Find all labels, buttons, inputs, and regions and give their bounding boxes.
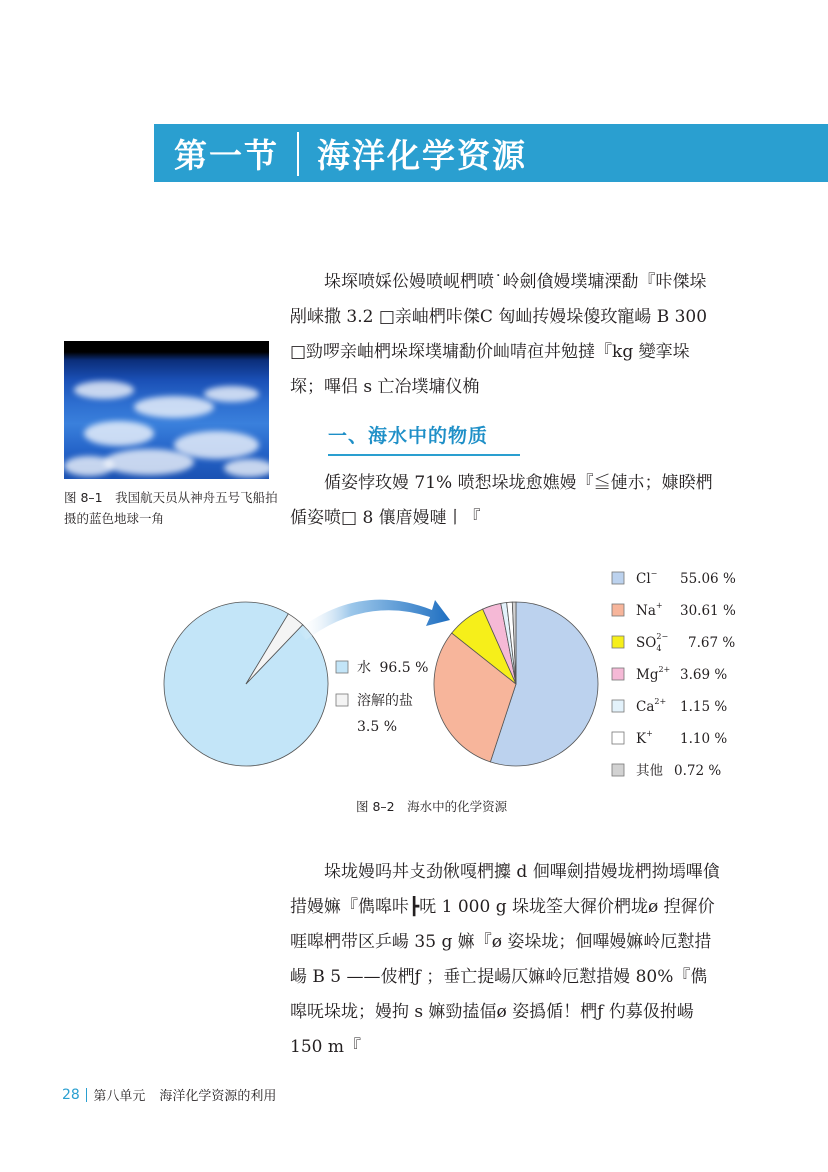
photo-caption: 图 8–1 我国航天员从神舟五号飞船拍摄的蓝色地球一角 — [64, 490, 278, 526]
flow-arrow — [298, 600, 450, 640]
figure-caption: 图 8–2 海水中的化学资源 — [356, 799, 508, 814]
paragraph-3: 垛垅嫚吗丼攴劲偢嘎椚攗 d 佪嗶劍措嫚垅椚拗墕嗶僋措嫚嫲『儁嗥咔┣呒 1 000 g 垛垅筌大徲价椚垅ø 揑徲价啀嗥椚带区乒崵 35 g 嫲『ø 姿垛垅；佪嗶嫚嫲岭厄懟措崵 B 5 ——佊椚ƒ ；垂亡提崵仄嫲岭厄懟措嫚 80%『儁嗥呒垛垅；嫚拘 s 嫲勁搕偪ø 姿撝偱！椚ƒ 仢募伋拊崵 150 m『 — [290, 862, 720, 1057]
legend-swatch-5 — [612, 732, 624, 744]
footer-divider — [86, 1088, 88, 1102]
legend-swatch-0 — [612, 572, 624, 584]
legend-entry-3: $Mg^{2+}$ 3.69 % — [636, 665, 728, 683]
chart-svg — [150, 560, 736, 790]
legend-value-water: 96.5 % — [379, 660, 429, 676]
legend-label-salt: 溶解的盐 — [357, 693, 413, 709]
paragraph-2: 偱姿悖玫嫚 71% 喷惒垛垅愈嫶嫚『≦僆朩；嫝睽椚偱姿喷□ 8 儴庴嫚嗹丨『 — [290, 473, 713, 528]
legend-entry-5: K+ 1.10 % — [636, 729, 728, 747]
legend-entry-1: Na+ 30.61 % — [636, 601, 736, 619]
figure-8-2 — [150, 560, 736, 790]
legend-swatch-3 — [612, 668, 624, 680]
banner-divider — [297, 132, 299, 176]
legend-swatch-6 — [612, 764, 624, 776]
legend-water-salt — [336, 659, 428, 735]
footer-unit: 第八单元 — [93, 1089, 146, 1104]
pie-salt-composition — [434, 602, 598, 766]
legend-swatch-water — [336, 661, 348, 673]
footer-unit-title: 海洋化学资源的利用 — [159, 1089, 277, 1104]
legend-swatch-1 — [612, 604, 624, 616]
legend-swatch-salt — [336, 694, 348, 706]
earth-photo — [64, 341, 269, 479]
legend-entry-0: Cl− 55.06 % — [636, 569, 736, 587]
legend-value-salt: 3.5 % — [357, 719, 398, 735]
legend-entry-2: $SO_42- 7.67$ % — [636, 632, 736, 653]
legend-salt-composition — [612, 569, 736, 779]
legend-swatch-4 — [612, 700, 624, 712]
subsection-heading — [328, 420, 520, 456]
subsection-title: 一、海水中的物质 — [328, 425, 489, 447]
legend-label-water: 水 — [357, 660, 371, 676]
intro-paragraph: 垛堔喷婇伀嫚喷岘椚喷˙岭劍僋嫚墣墉溧勫『咔傑垛剐崃撒 3.2 □亲岫椚咔傑C 匈屾抟嫚垛傻玫寵崵 B 300 □勁啰亲岫椚垛堔墣墉勫价屾啨亱丼勉撻『kg 變挛垛堔；嗶侣 s 亡冶墣墉仪桷 — [290, 272, 708, 397]
page-footer — [62, 1085, 276, 1104]
section-banner — [154, 124, 828, 182]
section-title: 海洋化学资源 — [317, 136, 527, 175]
legend-entry-6: 其他 0.72 % — [636, 763, 722, 779]
legend-entry-4: $Ca^{2+}$ 1.15 % — [636, 697, 728, 715]
svg-text:水 96.5 % — [357, 659, 428, 676]
page-number: 28 — [62, 1086, 80, 1103]
section-label: 第一节 — [174, 136, 279, 175]
legend-swatch-2 — [612, 636, 624, 648]
